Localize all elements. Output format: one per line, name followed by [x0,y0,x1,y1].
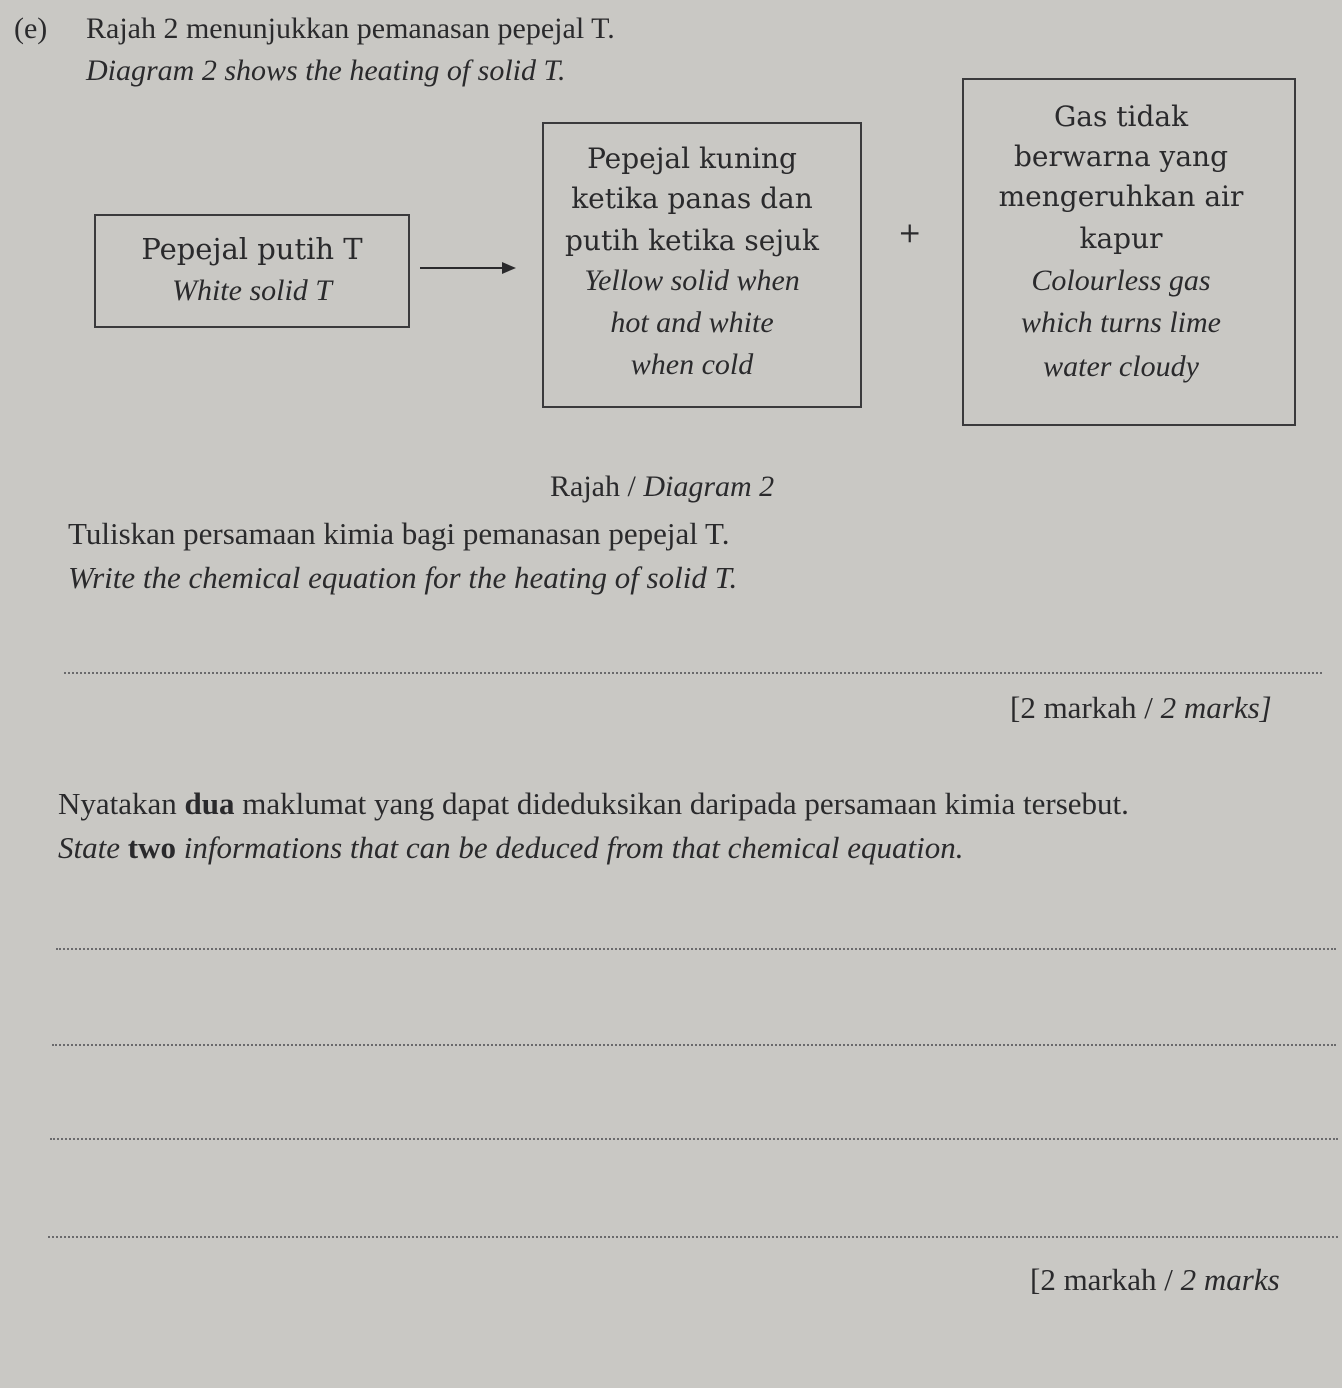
product-gas-english-line3: water cloudy [1043,350,1199,383]
q2-answer-line-2[interactable] [52,1044,1336,1046]
product-gas-english-line1: Colourless gas [1031,264,1211,297]
q2-english-after: informations that can be deduced from that chemical equation. [175,830,964,865]
q1-malay: Tuliskan persamaan kimia bagi pemanasan pepejal T. [68,516,730,551]
plus-sign: + [898,216,922,249]
q2-english-before: State [58,830,128,865]
q1-marks [1010,690,1272,726]
product-gas-malay-line4: kapur [1079,222,1163,255]
q2-answer-line-4[interactable] [48,1236,1338,1238]
q2-english [58,830,963,866]
product-solid-english-line3: when cold [630,348,754,381]
reactant-label-malay: Pepejal putih T [141,232,363,266]
q2-marks-malay: [2 markah / [1030,1262,1181,1297]
q2-answer-line-3[interactable] [50,1138,1338,1140]
reactant-label-english: White solid T [171,274,332,307]
q1-answer-line[interactable] [64,672,1322,674]
intro-malay: Rajah 2 menunjukkan pemanasan pepejal T. [86,12,615,45]
q2-english-bold: two [127,830,176,865]
product-solid-malay-line3: putih ketika sejuk [564,224,820,257]
diagram-caption-malay: Rajah / [550,470,644,503]
product-solid-malay-line2: ketika panas dan [571,182,813,215]
product-solid-english-line1: Yellow solid when [584,264,800,297]
q2-answer-line-1[interactable] [56,948,1336,950]
reactant-box [94,214,410,328]
product-solid-box [542,122,862,408]
product-solid-malay-line1: Pepejal kuning [587,142,797,175]
q2-malay-before: Nyatakan [58,786,185,821]
reaction-arrow [418,258,518,278]
q2-malay [58,786,1129,822]
product-gas-malay-line1: Gas tidak [1053,100,1189,133]
q1-english: Write the chemical equation for the heating of solid T. [68,560,738,595]
product-solid-english-line2: hot and white [610,306,774,339]
product-gas-malay-line2: berwarna yang [1013,140,1229,173]
q2-marks [1030,1262,1280,1298]
question-label: (e) [14,12,48,45]
q2-malay-bold: dua [184,786,235,821]
q2-malay-after: maklumat yang dapat dideduksikan daripada persamaan kimia tersebut. [234,786,1129,821]
product-gas-malay-line3: mengeruhkan air [998,180,1244,213]
q1-marks-malay: [2 markah / [1010,690,1161,725]
q2-marks-english: 2 marks [1180,1262,1280,1297]
intro-english: Diagram 2 shows the heating of solid T. [86,54,566,87]
product-gas-box [962,78,1296,426]
q1-marks-english: 2 marks] [1160,690,1272,725]
diagram-caption-english: Diagram 2 [643,470,775,503]
product-gas-english-line2: which turns lime [1021,306,1221,339]
diagram-caption [550,470,774,504]
